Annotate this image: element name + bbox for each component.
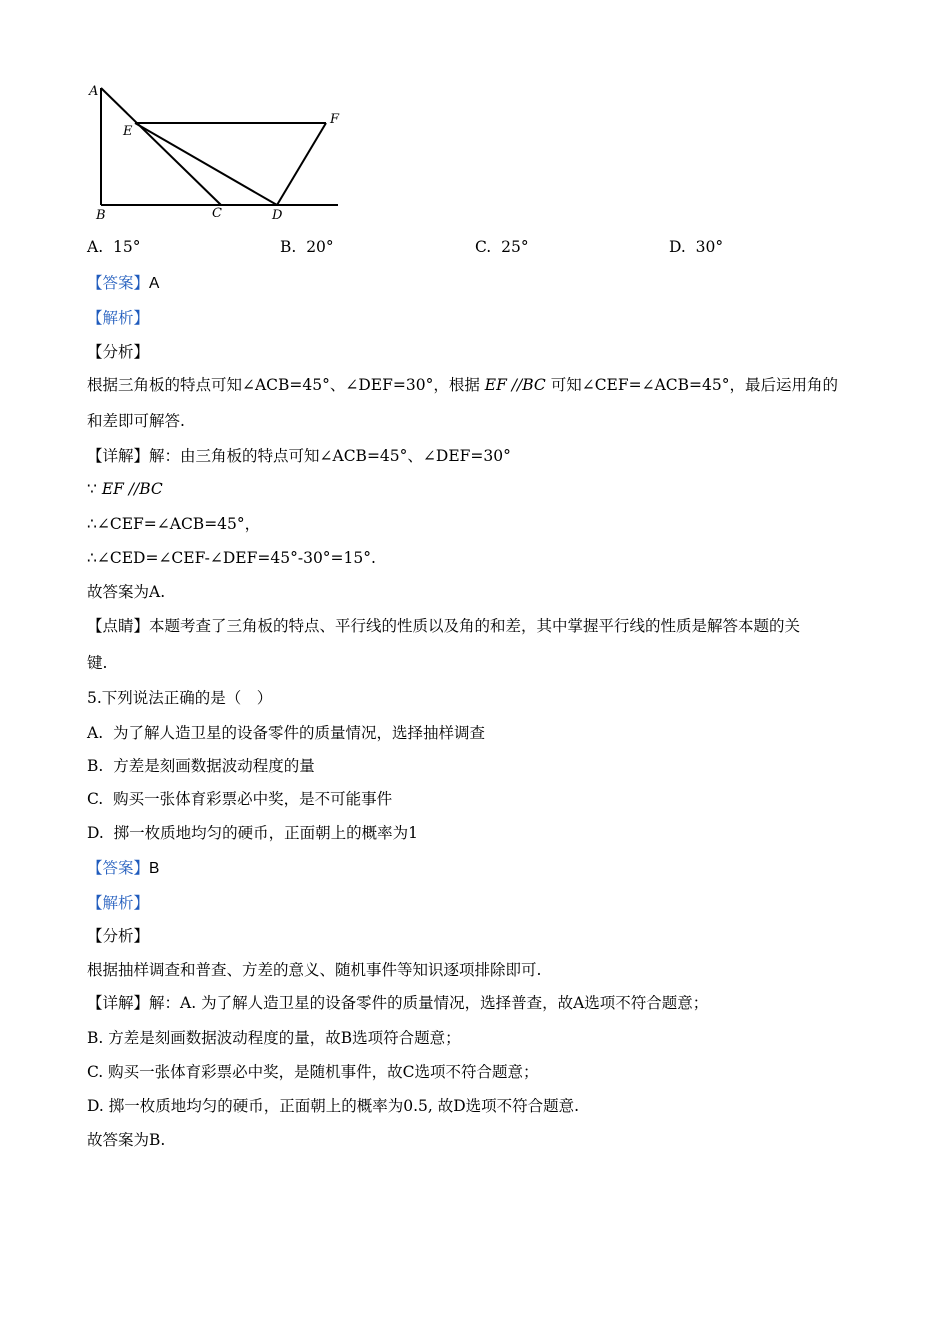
triangle-figure [80, 78, 360, 228]
q5-option-a: A. 为了解人造卫星的设备零件的质量情况，选择抽样调查 [87, 724, 485, 742]
q5-answer: 【答案】B [87, 859, 160, 877]
q4-detail-line3: ∴∠CEF=∠ACB=45°， [87, 515, 261, 533]
q4-detail-line2: ∵ EF //BC [87, 480, 163, 498]
segment-ac [101, 88, 221, 205]
q4-fenxi-tag: 【分析】 [87, 343, 150, 361]
q4-detail-line5: 故答案为A. [87, 583, 166, 601]
q5-fenxi-tag: 【分析】 [87, 927, 150, 945]
label-d: D [272, 208, 283, 223]
q4-option-d: D. 30° [669, 238, 724, 256]
q5-detail-line5: 故答案为B. [87, 1131, 166, 1149]
q5-detail-line1: 【详解】解：A. 为了解人造卫星的设备零件的质量情况，选择普查，故A选项不符合题意； [87, 994, 709, 1012]
q5-fenxi-line1: 根据抽样调查和普查、方差的意义、随机事件等知识逐项排除即可. [87, 961, 542, 979]
q4-analysis-tag: 【解析】 [87, 309, 150, 327]
q4-fenxi-line1: 根据三角板的特点可知∠ACB=45°、∠DEF=30°，根据 EF //BC 可知∠CEF=∠ACB=45°，最后运用角的 [87, 376, 838, 394]
label-f: F [330, 112, 340, 127]
q5-option-b: B. 方差是刻画数据波动程度的量 [87, 757, 315, 775]
q4-detail-line4: ∴∠CED=∠CEF-∠DEF=45°-30°=15°. [87, 549, 376, 567]
q5-detail-line3: C. 购买一张体育彩票必中奖，是随机事件，故C选项不符合题意； [87, 1063, 539, 1081]
q4-fenxi-line2: 和差即可解答. [87, 412, 185, 430]
q5-detail-line4: D. 掷一枚质地均匀的硬币，正面朝上的概率为0.5, 故D选项不符合题意. [87, 1097, 580, 1115]
label-a: A [89, 84, 99, 99]
q5-detail-line2: B. 方差是刻画数据波动程度的量，故B选项符合题意； [87, 1029, 461, 1047]
q4-answer: 【答案】A [87, 274, 160, 292]
q5-analysis-tag: 【解析】 [87, 894, 150, 912]
q4-option-a: A. 15° [87, 238, 141, 256]
q4-detail-line1: 【详解】解：由三角板的特点可知∠ACB=45°、∠DEF=30° [87, 447, 511, 465]
q4-comment-line1: 【点睛】本题考查了三角板的特点、平行线的性质以及角的和差，其中掌握平行线的性质是解答本题的关 [87, 617, 801, 635]
label-c: C [212, 206, 222, 221]
q5-stem: 5.下列说法正确的是（ ） [87, 689, 273, 707]
q5-option-c: C. 购买一张体育彩票必中奖，是不可能事件 [87, 790, 393, 808]
q4-option-b: B. 20° [280, 238, 334, 256]
q4-comment-line2: 键. [87, 654, 108, 672]
label-b: B [96, 208, 106, 223]
q5-option-d: D. 掷一枚质地均匀的硬币，正面朝上的概率为1 [87, 824, 419, 842]
q4-option-c: C. 25° [475, 238, 529, 256]
segment-ed [135, 123, 277, 205]
q4-options [87, 238, 847, 258]
segment-fd [277, 123, 326, 205]
label-e: E [123, 124, 133, 139]
